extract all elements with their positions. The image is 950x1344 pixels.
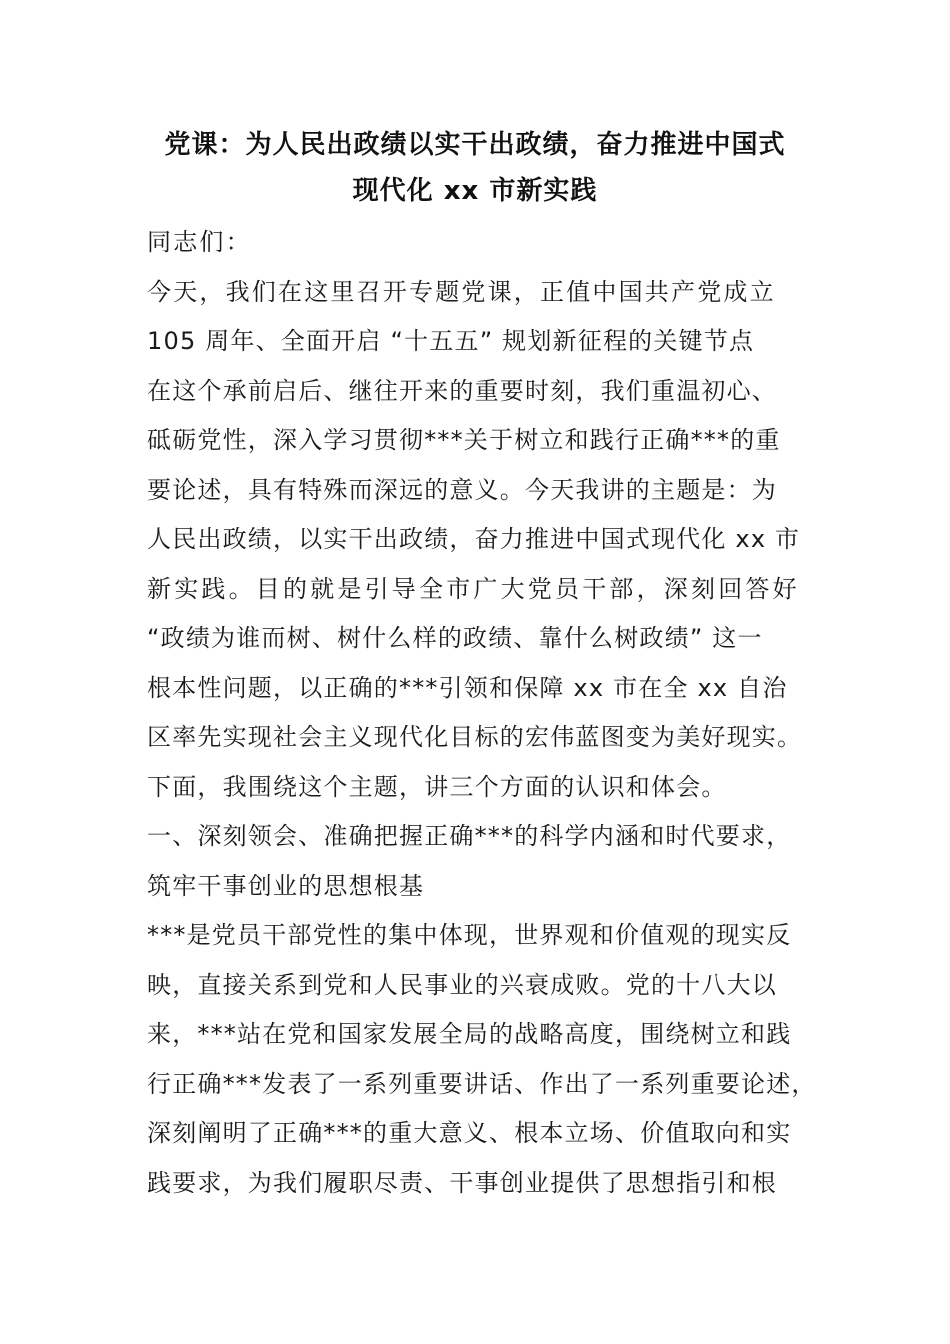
document-body bbox=[147, 218, 837, 1208]
paragraph-line: 下面，我围绕这个主题，讲三个方面的认识和体会。 bbox=[147, 772, 727, 801]
paragraph-line: 行正确***发表了一系列重要讲话、作出了一系列重要论述， bbox=[147, 1069, 817, 1098]
paragraph-line: 根本性问题，以正确的***引领和保障 xx 市在全 xx 自治 bbox=[147, 673, 788, 702]
paragraph-line: 新实践。目的就是引导全市广大党员干部，深刻回答好 bbox=[147, 574, 800, 603]
salutation: 同志们： bbox=[147, 228, 252, 256]
paragraph-line: 区率先实现社会主义现代化目标的宏伟蓝图变为美好现实。 bbox=[147, 723, 803, 751]
section-heading-line: 筑牢干事创业的思想根基 bbox=[147, 871, 425, 900]
paragraph-line: “政绩为谁而树、树什么样的政绩、靠什么树政绩” 这一 bbox=[147, 624, 763, 652]
paragraph-line: 在这个承前启后、继往开来的重要时刻，我们重温初心、 bbox=[147, 376, 777, 405]
paragraph-line: 今天，我们在这里召开专题党课，正值中国共产党成立 bbox=[147, 277, 776, 306]
title-line: 现代化 xx 市新实践 bbox=[352, 176, 598, 206]
paragraph-line: 要论述，具有特殊而深远的意义。今天我讲的主题是：为 bbox=[147, 475, 777, 504]
paragraph-line: 映，直接关系到党和人民事业的兴衰成败。党的十八大以 bbox=[147, 970, 777, 999]
paragraph-line: 砥砺党性，深入学习贯彻***关于树立和践行正确***的重 bbox=[147, 426, 781, 454]
title-line: 党课：为人民出政绩以实干出政绩，奋力推进中国式 bbox=[164, 130, 786, 160]
section-heading-line: 一、深刻领会、准确把握正确***的科学内涵和时代要求， bbox=[147, 822, 792, 850]
paragraph-line: 深刻阐明了正确***的重大意义、根本立场、价值取向和实 bbox=[147, 1119, 792, 1147]
paragraph-line: 来，***站在党和国家发展全局的战略高度，围绕树立和践 bbox=[147, 1020, 792, 1048]
paragraph-line: 践要求，为我们履职尽责、干事创业提供了思想指引和根 bbox=[147, 1168, 777, 1197]
document-title bbox=[140, 122, 810, 214]
paragraph-line: ***是党员干部党性的集中体现，世界观和价值观的现实反 bbox=[147, 921, 792, 949]
paragraph-line: 105 周年、全面开启 “十五五” 规划新征程的关键节点 bbox=[147, 327, 755, 355]
paragraph-line: 人民出政绩，以实干出政绩，奋力推进中国式现代化 xx 市 bbox=[147, 525, 801, 553]
